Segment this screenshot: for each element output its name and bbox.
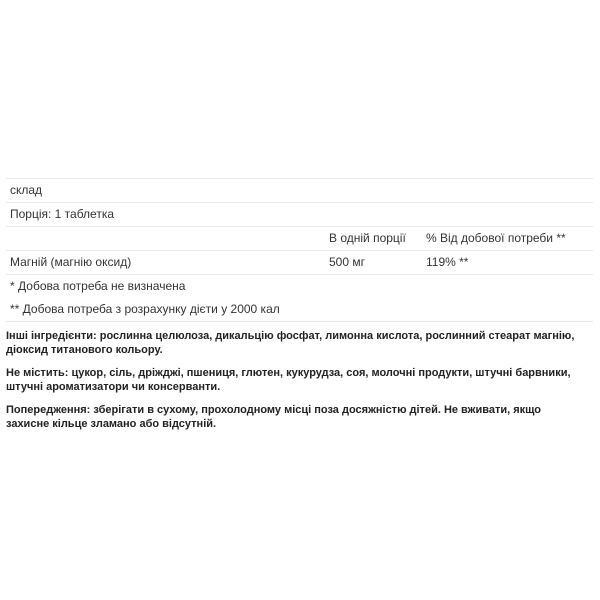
table-title-row <box>6 178 593 202</box>
product-notes <box>6 329 586 440</box>
warning: Попередження: зберігати в сухому, прохолодному місці поза досяжністю дітей. Не вживати, якщо захисне кільце зламано або відсутній. <box>6 404 542 430</box>
header-daily-value: % Від добової потреби ** <box>426 231 566 245</box>
nutrient-name: Магній (магнію оксид) <box>10 255 132 269</box>
supplement-facts-table <box>6 178 593 322</box>
footnote-row <box>6 274 593 298</box>
serving-row <box>6 202 593 226</box>
footnote-2: ** Добова потреба з розрахунку дієти у 2000 кал <box>10 302 280 316</box>
table-row <box>6 250 593 274</box>
table-title: склад <box>10 183 43 197</box>
nutrient-dv: 119% ** <box>426 255 469 269</box>
nutrient-amount: 500 мг <box>329 255 365 269</box>
footnote-row <box>6 298 593 322</box>
header-row <box>6 226 593 250</box>
footnote-1: * Добова потреба не визначена <box>10 279 186 293</box>
does-not-contain: Не містить: цукор, сіль, дріжджі, пшениця, глютен, кукурудза, соя, молочні продукти, штучні барвники, штучні ароматизатори чи консерванти. <box>6 367 571 393</box>
other-ingredients: Інші інгредієнти: рослинна целюлоза, дикальцію фосфат, лимонна кислота, рослинний стеарат магнію, діоксид титанового кольору. <box>6 330 575 356</box>
header-per-serving: В одній порції <box>329 231 406 245</box>
serving-size: Порція: 1 таблетка <box>10 207 115 221</box>
